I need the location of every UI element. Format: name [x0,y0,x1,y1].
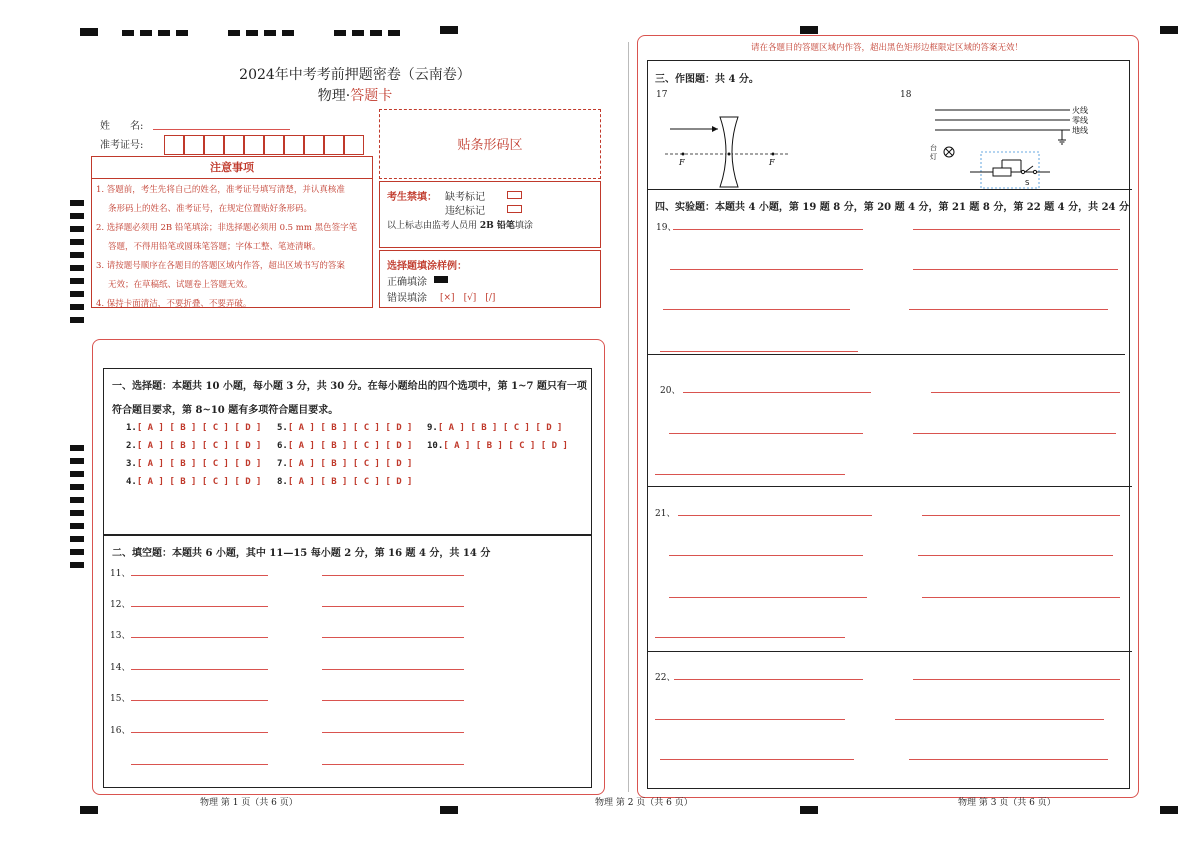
footer-page-2: 物理 第 2 页（共 6 页） [595,798,693,808]
page-title: 2024年中考考前押题密卷（云南卷） [239,67,471,83]
absent-mark-box[interactable] [507,191,522,199]
answer-line[interactable] [131,575,268,576]
concave-lens-diagram[interactable] [660,112,790,192]
exam-id-label: 准考证号: [100,140,144,151]
answer-line[interactable] [322,575,464,576]
lamp-label-bottom: 灯 [930,153,937,161]
wire-ground-label: 地线 [1072,126,1088,135]
answer-line[interactable] [913,679,1120,680]
wire-neutral-label: 零线 [1072,116,1088,125]
wrong-label: 错误填涂 [387,293,427,304]
blank-number-16: 16、 [110,726,131,736]
q22-number: 22、 [655,673,676,683]
answer-line[interactable] [669,555,863,556]
violation-label: 违纪标记 [445,206,485,217]
answer-line[interactable] [909,759,1108,760]
choice-row-5[interactable]: 5.[ A ] [ B ] [ C ] [ D ] [277,423,413,433]
answer-line[interactable] [131,606,268,607]
choice-row-10[interactable]: 10.[ A ] [ B ] [ C ] [ D ] [427,441,568,451]
note-line: 4. 保持卡面清洁，不要折叠、不要弄破。 [96,299,252,309]
answer-line[interactable] [322,764,464,765]
answer-line[interactable] [918,555,1113,556]
answer-line[interactable] [678,515,872,516]
absent-label: 缺考标记 [445,192,485,203]
answer-card-label: 答题卡 [350,88,393,104]
page-separator [628,42,629,792]
barcode-label: 贴条形码区 [457,138,523,153]
answer-line[interactable] [931,392,1120,393]
name-field[interactable] [153,129,290,130]
q18-number: 18 [900,90,912,100]
answer-line[interactable] [131,700,268,701]
section4-title: 四、实验题：本题共 4 小题，第 19 题 8 分，第 20 题 4 分，第 21 题 8 分，第 22 题 4 分，共 24 分 [655,202,1129,213]
choice-row-8[interactable]: 8.[ A ] [ B ] [ C ] [ D ] [277,477,413,487]
choice-row-3[interactable]: 3.[ A ] [ B ] [ C ] [ D ] [126,459,262,469]
prohibit-label: 考生禁填： [387,192,437,203]
wire-live-label: 火线 [1072,106,1088,115]
divider [647,189,1132,190]
answer-line[interactable] [922,515,1120,516]
blank-number-11: 11、 [110,569,131,579]
answer-line[interactable] [913,229,1120,230]
blank-number-14: 14、 [110,663,131,673]
note-line: 2. 选择题必须用 2B 铅笔填涂；非选择题必须用 0.5 mm 黑色签字笔 [96,223,358,233]
choice-row-6[interactable]: 6.[ A ] [ B ] [ C ] [ D ] [277,441,413,451]
note-line: 3. 请按题号顺序在各题目的答题区域内作答，超出区域书写的答案 [96,261,345,271]
answer-line[interactable] [674,679,863,680]
sample-title: 选择题填涂样例： [387,261,467,272]
blank-number-15: 15、 [110,694,131,704]
q19-number: 19、 [656,223,677,233]
fill-sample-box [379,250,601,308]
choice-row-4[interactable]: 4.[ A ] [ B ] [ C ] [ D ] [126,477,262,487]
answer-line[interactable] [131,764,268,765]
prohibit-box [379,181,601,248]
note-line: 无效；在草稿纸、试题卷上答题无效。 [108,280,253,290]
answer-line[interactable] [660,759,854,760]
answer-line[interactable] [322,700,464,701]
answer-line[interactable] [670,269,863,270]
answer-line[interactable] [322,732,464,733]
correct-label: 正确填涂 [387,277,427,288]
answer-line[interactable] [660,351,858,352]
answer-line[interactable] [913,269,1118,270]
answer-line[interactable] [131,637,268,638]
section3-title: 三、作图题：共 4 分。 [655,74,759,85]
blank-number-13: 13、 [110,631,131,641]
answer-line[interactable] [669,597,867,598]
choice-row-1[interactable]: 1.[ A ] [ B ] [ C ] [ D ] [126,423,262,433]
household-circuit-diagram[interactable] [925,100,1125,192]
note-line: 1. 答题前，考生先将自己的姓名，准考证号填写清楚，并认真核准 [96,185,345,195]
blank-number-12: 12、 [110,600,131,610]
answer-line[interactable] [922,597,1120,598]
switch-label: S [1025,179,1030,187]
section2-title: 二、填空题：本题共 6 小题，其中 11—15 每小题 2 分，第 16 题 4 分，共 14 分 [112,548,491,559]
lamp-label-top: 台 [930,144,937,152]
section1-title-cont: 符合题目要求，第 8~10 题有多项符合题目要求。 [112,405,339,416]
focus-label-left: F [679,158,685,167]
section2-box [103,534,592,788]
answer-line[interactable] [673,229,863,230]
page-subtitle [220,85,490,105]
notes-box [91,156,373,308]
wrong-marks: [×] [√] [/] [440,293,496,303]
answer-line[interactable] [655,719,845,720]
region-notice: 请在各题目的答题区域内作答，超出黑色矩形边框限定区域的答案无效！ [750,43,1023,53]
divider [647,354,1125,355]
barcode-area [379,109,601,179]
footer-page-3: 物理 第 3 页（共 6 页） [958,798,1056,808]
choice-row-9[interactable]: 9.[ A ] [ B ] [ C ] [ D ] [427,423,563,433]
answer-line[interactable] [909,309,1108,310]
answer-line[interactable] [669,433,863,434]
answer-line[interactable] [322,637,464,638]
violation-mark-box[interactable] [507,205,522,213]
notes-title: 注意事项 [92,157,372,179]
answer-line[interactable] [683,392,871,393]
q20-number: 20、 [660,386,681,396]
divider [647,651,1132,652]
section1-box [103,368,592,536]
choice-row-2[interactable]: 2.[ A ] [ B ] [ C ] [ D ] [126,441,262,451]
note-line: 条形码上的姓名、准考证号，在规定位置贴好条形码。 [108,204,313,214]
focus-label-right: F [769,158,775,167]
answer-line[interactable] [895,719,1104,720]
answer-line[interactable] [913,433,1116,434]
answer-line[interactable] [322,669,464,670]
divider [647,486,1132,487]
answer-line[interactable] [131,669,268,670]
prohibit-note: 以上标志由监考人员用 2B 铅笔填涂 [387,221,533,231]
answer-line[interactable] [131,732,268,733]
choice-row-7[interactable]: 7.[ A ] [ B ] [ C ] [ D ] [277,459,413,469]
footer-page-1: 物理 第 1 页（共 6 页） [200,798,298,808]
subject-label: 物理· [317,88,351,104]
note-line: 答题，不得用铅笔或圆珠笔答题；字体工整、笔迹清晰。 [108,242,321,252]
name-label: 姓 名: [100,121,144,132]
answer-line[interactable] [655,637,845,638]
q17-number: 17 [656,90,668,100]
correct-fill-mark [434,276,448,283]
answer-line[interactable] [322,606,464,607]
section1-title: 一、选择题：本题共 10 小题，每小题 3 分，共 30 分。在每小题给出的四个选项中，第 1~7 题只有一项 [112,381,587,392]
answer-line[interactable] [663,309,850,310]
q21-number: 21、 [655,509,676,519]
answer-line[interactable] [655,474,845,475]
